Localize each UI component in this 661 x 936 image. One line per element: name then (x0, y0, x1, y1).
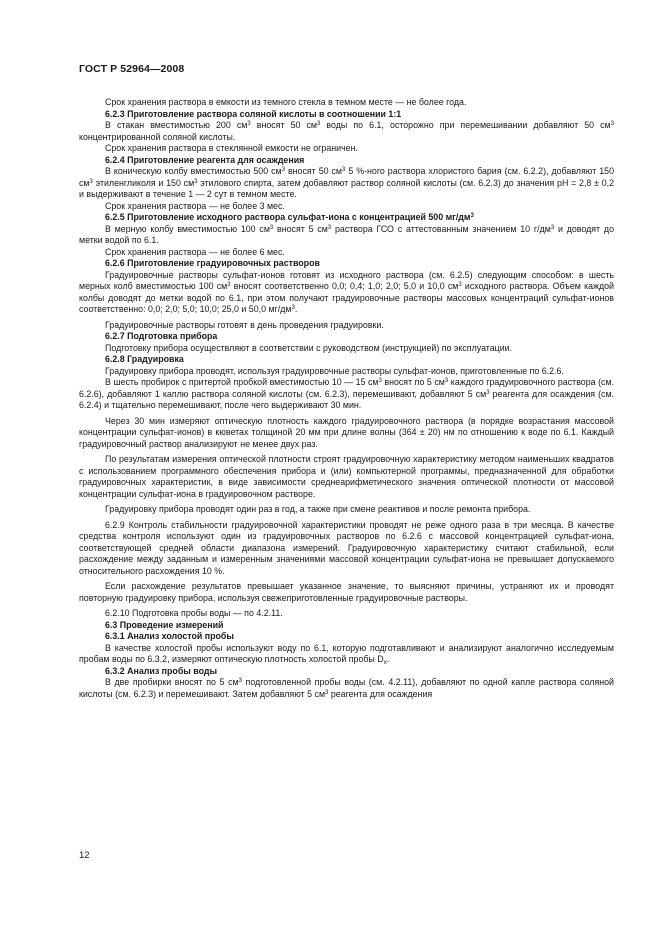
text-run: этиленгликоля и 150 см (92, 177, 195, 188)
paragraph-text: Срок хранения раствора — не более 3 мес. (105, 200, 285, 211)
paragraph-text: Срок хранения раствора в емкости из темного стекла в темном месте — не более года. (105, 97, 467, 107)
text-run: В качестве холостой пробы используют воду по 6.1, которую подготавливают и анализируют аналогично исследуемым пробам воды по 6.3.2, измеряют оптическую плотность холостой пробы D (79, 642, 614, 664)
paragraph (79, 166, 614, 201)
paragraph (79, 97, 614, 109)
superscript: 3 (325, 689, 329, 696)
document-body (79, 97, 614, 700)
text-run: 5 %-ного раствора хлористого бария (см. 6.2.2), добавляют 150 см (79, 166, 614, 188)
text-run: подготовленной пробы воды (см. 4.2.11), добавляют по одной капле раствора соляной кислоты (см. 6.2.3) и перемешивают. Затем добавляют 5 см (79, 677, 614, 699)
heading-text: 6.2.5 Приготовление исходного раствора сульфат-иона с концентрацией 500 мг/дм (105, 212, 471, 222)
text-run: реагента для осаждения (328, 688, 433, 699)
paragraph (79, 377, 614, 412)
text-run: вносят 5 см (273, 223, 328, 234)
paragraph-text: Градуировочные растворы готовят в день проведения градуировки. (105, 319, 384, 330)
paragraph-text: Через 30 мин измеряют оптическую плотность каждого градуировочного раствора (в порядке возрастания массовой концентрации сульфат-ионов) в кюветах толщиной 20 мм при длине волны (364 ± 20) нм по отношению к воде по 6.1. Каждый градуировочный раствор анализируют не менее двух раз. (79, 415, 614, 449)
paragraph-text: 6.2.10 Подготовка пробы воды — по 4.2.11. (105, 608, 283, 618)
paragraph (79, 643, 614, 666)
section-heading (79, 631, 614, 643)
section-heading (79, 666, 614, 678)
superscript: 3 (269, 224, 274, 231)
section-heading (79, 258, 614, 270)
text-run: . (294, 304, 298, 314)
paragraph (79, 416, 614, 451)
paragraph (79, 320, 614, 332)
text-run: воды по 6.1, осторожно при перемешивании добавляют 50 см (320, 120, 611, 130)
paragraph-text: Срок хранения раствора — не более 6 мес. (105, 246, 285, 257)
text-run: этилового спирта, затем добавляют раствор соляной кислоты (см. 6.2.3) до значения pH = 2,8 ± 0,2 и выдерживают в течение 1 — 2 сут в темном месте. (79, 177, 614, 199)
paragraph-text: Если расхождение результатов превышает указанное значение, то выясняют причины, устраняют их и проводят повторную градуировку прибора, используя свежеприготовленные градуировочные растворы. (79, 581, 614, 603)
text-run: В стакан вместимостью 200 см (105, 120, 248, 130)
text-run: вносят по 5 см (381, 377, 445, 387)
superscript: 3 (227, 282, 231, 288)
section-heading (79, 354, 614, 366)
superscript: 3 (291, 305, 295, 311)
superscript: 3 (550, 224, 555, 231)
text-run: и доводят до метки водой по 6.1. (79, 223, 614, 245)
paragraph (79, 343, 614, 355)
text-run: Градуировочные растворы сульфат-ионов готовят из исходного раствора (см. 6.2.5) следующим способом: в шесть мерных колб вместимостью 100 см (79, 269, 614, 291)
superscript: 3 (194, 178, 198, 185)
paragraph (79, 120, 614, 143)
superscript: 3 (247, 121, 251, 127)
superscript: 3 (327, 224, 332, 231)
superscript: 3 (610, 121, 614, 127)
running-header: ГОСТ Р 52964—2008 (79, 63, 185, 75)
paragraph-text: Срок хранения раствора в стеклянной емкости не ограничен. (105, 143, 358, 153)
superscript: 3 (281, 167, 285, 173)
superscript: 3 (444, 378, 449, 384)
text-run: каждого градуировочного раствора (см. 6.2.6), добавляют 1 каплю раствора соляной кислоты (см. 6.2.3), перемешивают, добавляют 5 см (79, 377, 614, 399)
superscript: 3 (317, 121, 321, 127)
heading-text: 6.2.3 Приготовление раствора соляной кислоты в соотношении 1:1 (105, 108, 402, 119)
superscript: 3 (342, 167, 346, 173)
paragraph (79, 143, 614, 155)
superscript: 3 (470, 213, 474, 219)
paragraph (79, 201, 614, 213)
paragraph-text: Градуировку прибора проводят, используя градуировочные растворы сульфат-ионов, приготовленные по 6.2.6. (105, 365, 564, 376)
paragraph (79, 520, 614, 578)
heading-text: 6.3 Проведение измерений (105, 619, 224, 630)
subscript: x (383, 659, 387, 666)
superscript: 3 (238, 678, 242, 684)
paragraph-text: Подготовку прибора осуществляют в соответствии с руководством (инструкцией) по эксплуатации. (105, 342, 513, 353)
paragraph-text: 6.2.9 Контроль стабильности градуировочной характеристики проводят не реже одного раза в три месяца. В качестве средства контроля используют один из градуировочных растворов по 6.2.6 с массовой концентрацией сульфат-иона, соответствующей средней области диапазона измерений. Градуировочную характеристику считают стабильной, если расхождение между заданным и измеренным значениями массовой концентрации сульфат-иона не превышает допускаемого относительного расхождения 10 %. (79, 519, 614, 576)
paragraph (79, 247, 614, 259)
superscript: 3 (378, 378, 382, 384)
paragraph (79, 224, 614, 247)
section-heading (79, 155, 614, 167)
superscript: 3 (486, 389, 490, 396)
text-run: В шесть пробирок с притертой пробкой вместимостью 10 — 15 см (105, 377, 379, 387)
heading-text: 6.3.2 Анализ пробы воды (105, 665, 218, 676)
paragraph (79, 581, 614, 604)
text-run: реагента для осаждения (см. 6.2.4) и тщательно перемешивают, после чего выдерживают 30 мин. (79, 388, 614, 410)
text-run: исходного раствора. Объем каждой колбы доводят до метки водой по 6.1, при этом получают градуировочные растворы массовых концентраций сульфат-ионов соответственно: 0,0; 2,0; 5,0; 10,0; 25,0 и 50,0 мг/дм (79, 281, 614, 314)
page-number: 12 (79, 850, 90, 861)
heading-text: 6.3.1 Анализ холостой пробы (105, 631, 234, 641)
section-heading (79, 212, 614, 224)
section-heading (79, 620, 614, 632)
text-run: В мерную колбу вместимостью 100 см (105, 223, 270, 234)
text-run: В две пробирки вносят по 5 см (105, 677, 239, 687)
text-run: вносят соответственно 0,0; 0,4; 1,0; 2,0; 5,0 и 10,0 см (230, 281, 459, 291)
paragraph (79, 454, 614, 500)
section-heading (79, 331, 614, 343)
text-run: концентрированной соляной кислоты. (79, 131, 236, 142)
paragraph (79, 608, 614, 620)
paragraph (79, 504, 614, 516)
heading-text: 6.2.6 Приготовление градуировочных растворов (105, 258, 320, 268)
heading-text: 6.2.4 Приготовление реагента для осаждения (105, 154, 305, 165)
superscript: 3 (89, 178, 93, 185)
text-run: вносят 50 см (250, 120, 318, 130)
text-run: раствора ГСО с аттестованным значением 10 г/дм (331, 223, 551, 234)
superscript: 3 (458, 282, 462, 288)
section-heading (79, 109, 614, 121)
paragraph-text: Градуировку прибора проводят один раз в год, а также при смене реактивов и после ремонта прибора. (105, 504, 531, 514)
paragraph-text: По результатам измерения оптической плотности строят градуировочную характеристику методом наименьших квадратов с использованием программного обеспечения прибора и (или) компьютерной программы, предназначенной для обработки градуировочных характеристик, в виде зависимости среднеарифметического значения оптической плотности от массовой концентрации сульфат-иона в градуировочном растворе. (79, 454, 614, 499)
paragraph (79, 270, 614, 316)
text-run: В коническую колбу вместимостью 500 см (105, 166, 282, 176)
text-run: вносят 50 см (284, 166, 343, 176)
heading-text: 6.2.7 Подготовка прибора (105, 331, 218, 341)
paragraph (79, 677, 614, 700)
text-run: . (386, 654, 390, 664)
heading-text: 6.2.8 Градуировка (105, 354, 184, 364)
paragraph (79, 366, 614, 378)
